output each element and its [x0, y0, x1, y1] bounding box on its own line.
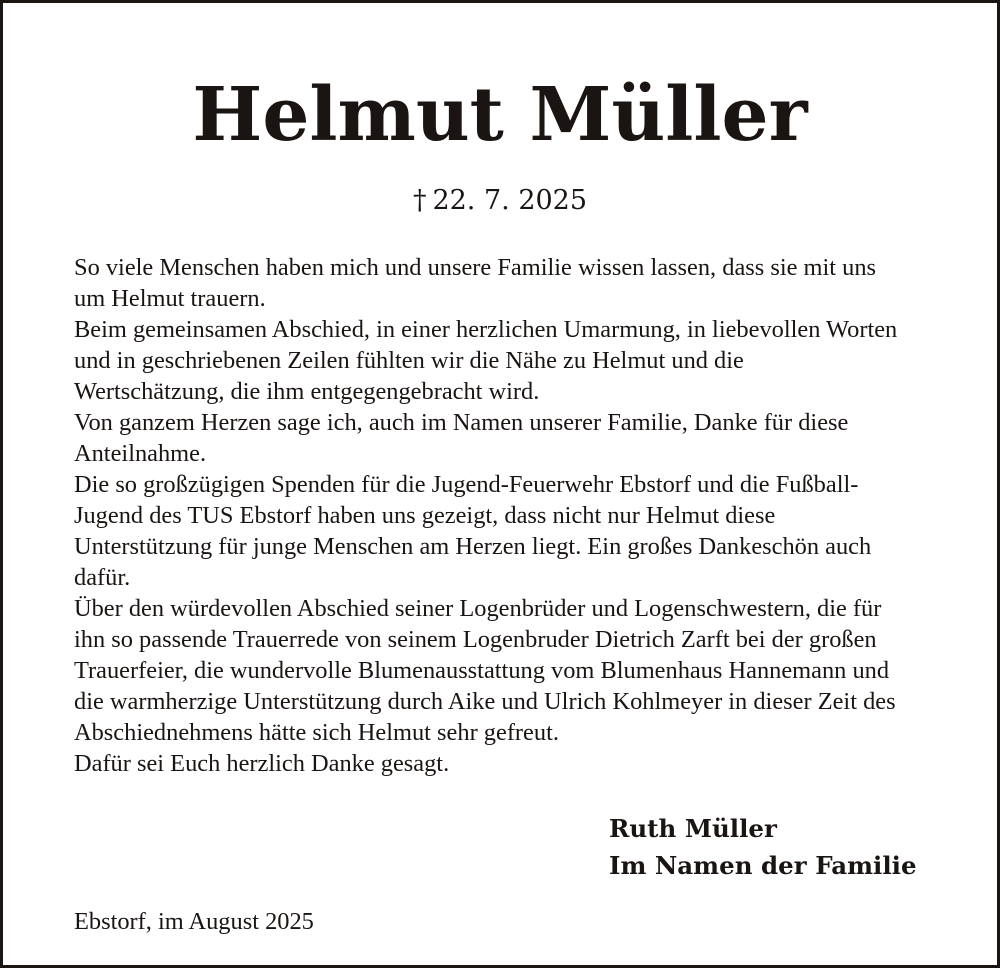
signature-name: Ruth Müller	[609, 814, 777, 843]
text-line: So viele Menschen haben mich und unsere Familie wissen lassen, dass sie mit uns	[74, 254, 877, 281]
cross-icon: †	[412, 185, 427, 216]
death-date: 22. 7. 2025	[432, 185, 588, 216]
text-line: Jugend des TUS Ebstorf haben uns gezeigt, dass nicht nur Helmut diese	[74, 502, 776, 529]
text-line: Von ganzem Herzen sage ich, auch im Namen unserer Familie, Danke für diese	[74, 409, 849, 436]
thank-you-text	[74, 252, 954, 779]
text-line: Wertschätzung, die ihm entgegengebracht wird.	[74, 378, 540, 405]
death-date-line	[3, 184, 997, 218]
deceased-name: Helmut Müller	[192, 72, 808, 158]
text-line: die warmherzige Unterstützung durch Aike und Ulrich Kohlmeyer in dieser Zeit des	[74, 688, 896, 715]
text-line: Dafür sei Euch herzlich Danke gesagt.	[74, 750, 450, 777]
text-line: Die so großzügigen Spenden für die Jugend-Feuerwehr Ebstorf und die Fußball-	[74, 471, 859, 498]
place-and-date: Ebstorf, im August 2025	[74, 908, 314, 935]
text-line: Abschiednehmens hätte sich Helmut sehr gefreut.	[74, 719, 559, 746]
text-line: Trauerfeier, die wundervolle Blumenausstattung vom Blumenhaus Hannemann und	[74, 657, 890, 684]
text-line: ihn so passende Trauerrede von seinem Logenbruder Dietrich Zarft bei der großen	[74, 626, 877, 653]
signature-block	[609, 811, 917, 883]
text-line: Über den würdevollen Abschied seiner Logenbrüder und Logenschwestern, die für	[74, 595, 882, 622]
text-line: um Helmut trauern.	[74, 285, 266, 312]
text-line: und in geschriebenen Zeilen fühlten wir die Nähe zu Helmut und die	[74, 347, 744, 374]
text-line: Beim gemeinsamen Abschied, in einer herzlichen Umarmung, in liebevollen Worten	[74, 316, 898, 343]
signature-family: Im Namen der Familie	[609, 851, 917, 880]
text-line: Anteilnahme.	[74, 440, 207, 467]
text-line: Unterstützung für junge Menschen am Herzen liegt. Ein großes Dankeschön auch	[74, 533, 872, 560]
text-line: dafür.	[74, 564, 131, 591]
